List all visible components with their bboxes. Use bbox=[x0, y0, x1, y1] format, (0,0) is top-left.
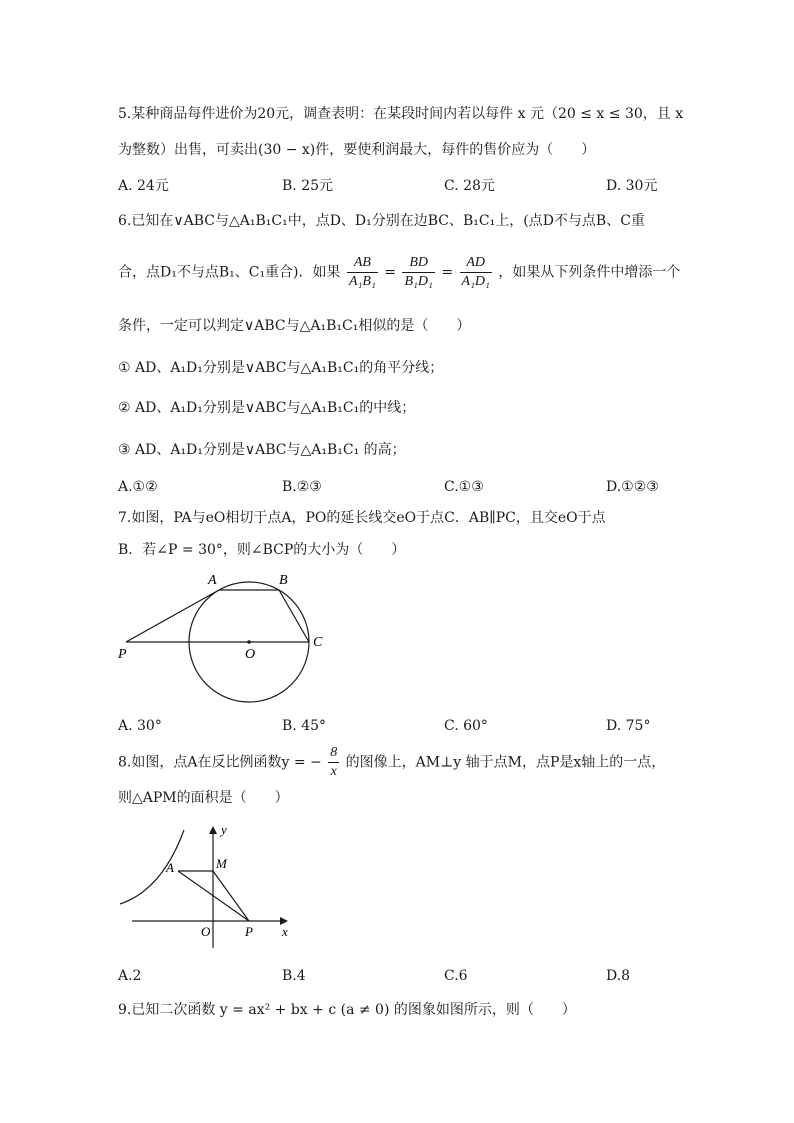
q6-fraction-ab: $\frac{AB}{\text{A₁B₁}}$ bbox=[348, 255, 376, 289]
q7-line-pa bbox=[126, 590, 219, 642]
q8-option-a: A.2 bbox=[118, 968, 142, 984]
q7-line2: B．若∠P = 30°，则∠BCP的大小为（ ） bbox=[118, 542, 406, 558]
q5-line1: 5.某种商品每件进价为20元，调查表明：在某段时间内若以每件 x 元（20 ≤ x ≤ 30，且 x bbox=[118, 106, 684, 122]
q6-line2-end: ，如果从下列条件中增添一个 bbox=[498, 264, 681, 281]
q6-condition-3: ③ AD、A₁D₁分别是∨ABC与△A₁B₁C₁ 的高； bbox=[118, 442, 406, 458]
q8-label-a: A bbox=[166, 860, 174, 875]
q6-option-c: C.①③ bbox=[444, 479, 484, 495]
q7-option-c: C. 60° bbox=[444, 718, 488, 734]
q7-figure bbox=[112, 568, 332, 708]
q7-option-d: D. 75° bbox=[606, 718, 651, 734]
q6-option-d: D.①②③ bbox=[606, 479, 659, 495]
q8-line1-start: 8.如图，点A在反比例函数y = − bbox=[118, 754, 322, 771]
q7-line1: 7.如图，PA与eO相切于点A，PO的延长线交eO于点C．AB∥PC，且交eO于点 bbox=[118, 510, 606, 526]
q6-line2-start: 合，点D₁不与点B₁、C₁重合)．如果 bbox=[118, 264, 341, 281]
q6-line1: 6.已知在∨ABC与△A₁B₁C₁中，点D、D₁分别在边BC、B₁C₁上，(点D不与点B、C重 bbox=[118, 213, 645, 229]
q7-label-a: A bbox=[208, 573, 217, 588]
q6-option-b: B.②③ bbox=[282, 479, 322, 495]
q8-line2: 则△APM的面积是（ ） bbox=[118, 790, 289, 806]
q7-label-c: C bbox=[313, 635, 323, 650]
q8-label-x: x bbox=[282, 924, 288, 939]
q6-condition-2: ② AD、A₁D₁分别是∨ABC与△A₁B₁C₁的中线； bbox=[118, 400, 416, 416]
q8-hyperbola bbox=[120, 830, 184, 904]
q7-label-o: O bbox=[245, 647, 256, 662]
q6-condition-1: ① AD、A₁D₁分别是∨ABC与△A₁B₁C₁的角平分线； bbox=[118, 360, 444, 376]
q7-label-p: P bbox=[118, 647, 127, 662]
q8-option-c: C.6 bbox=[444, 968, 468, 984]
q6-fraction-bd: $\frac{BD}{\text{B₁D₁}}$ bbox=[404, 255, 433, 289]
q8-option-b: B.4 bbox=[282, 968, 306, 984]
q5-line2: 为整数）出售，可卖出(30 − x)件，要使利润最大，每件的售价应为（ ） bbox=[118, 142, 596, 158]
q8-figure bbox=[112, 820, 302, 955]
q6-line2: 合，点D₁不与点B₁、C₁重合)．如果 $\frac{AB}{\text{A₁B₁}}$ = $\frac{BD}{\text{B₁D₁}}$ = $\frac{AD}{\text{A₁D₁}}$ ，如果从下列条件中增添一个 bbox=[118, 255, 681, 289]
q7-center-dot bbox=[247, 640, 251, 644]
q5-option-b: B. 25元 bbox=[282, 178, 334, 194]
q8-y-arrow bbox=[209, 826, 217, 834]
q6-fraction-ad: $\frac{AD}{\text{A₁D₁}}$ bbox=[461, 255, 490, 289]
q8-line1-end: 的图像上，AM⊥y 轴于点M，点P是x轴上的一点， bbox=[345, 754, 666, 771]
q8-option-d: D.8 bbox=[606, 968, 631, 984]
q7-option-b: B. 45° bbox=[282, 718, 327, 734]
q6-line3: 条件，一定可以判定∨ABC与△A₁B₁C₁相似的是（ ） bbox=[118, 318, 471, 334]
q7-line-bc bbox=[279, 590, 309, 642]
q7-option-a: A. 30° bbox=[118, 718, 162, 734]
q5-option-a: A. 24元 bbox=[118, 178, 169, 194]
q7-label-b: B bbox=[279, 573, 288, 588]
q5-option-c: C. 28元 bbox=[444, 178, 495, 194]
q5-option-d: D. 30元 bbox=[606, 178, 658, 194]
q6-option-a: A.①② bbox=[118, 479, 158, 495]
q9-line1: 9.已知二次函数 y = ax² + bx + c (a ≠ 0) 的图象如图所示，则（ ） bbox=[118, 1002, 576, 1018]
q8-line1 bbox=[118, 744, 665, 781]
q8-fraction: $\frac{8}{x}$ bbox=[330, 745, 338, 779]
q8-line-mp bbox=[213, 871, 249, 921]
q8-label-p: P bbox=[245, 924, 253, 939]
q8-label-o: O bbox=[201, 924, 211, 939]
q8-label-m: M bbox=[216, 856, 227, 871]
q8-label-y: y bbox=[221, 822, 227, 837]
